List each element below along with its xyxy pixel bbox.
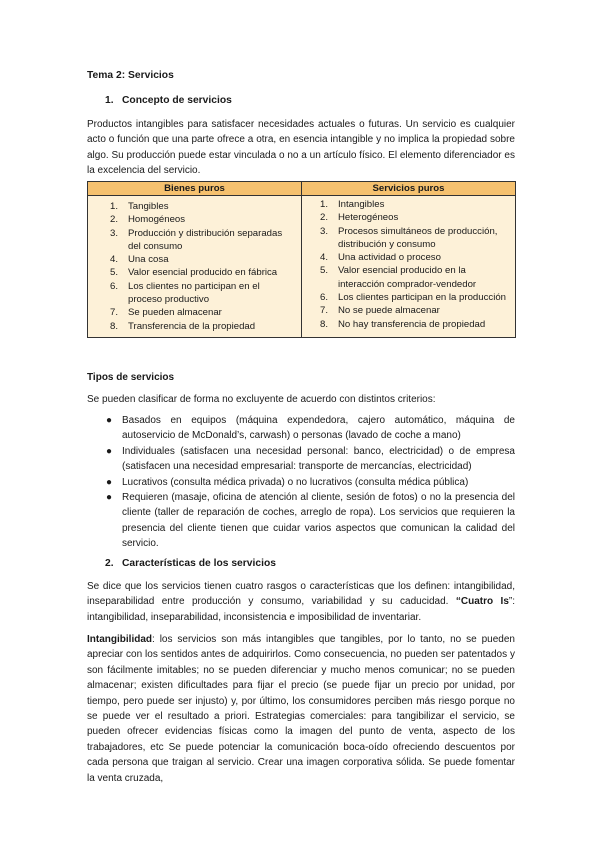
item-number: 8. [320, 318, 329, 330]
page-title: Tema 2: Servicios [87, 70, 174, 81]
item-text: Valor esencial producido en la interacción comprador-vendedor [338, 265, 477, 290]
table-header-goods: Bienes puros [88, 182, 302, 196]
item-text: Homogéneos [128, 214, 186, 226]
goods-list-item [110, 280, 295, 307]
item-number: 3. [110, 227, 119, 239]
goods-column [88, 196, 302, 338]
criteria-list-item [87, 444, 515, 475]
criteria-list-item [87, 490, 515, 552]
goods-list-item [110, 320, 295, 333]
item-text: Transferencia de la propiedad [128, 320, 256, 332]
item-text: No se puede almacenar [338, 305, 440, 317]
bullet-icon: ● [106, 445, 113, 457]
section-title: Concepto de servicios [122, 95, 232, 106]
goods-list-item [110, 253, 295, 266]
section-heading-characteristics [105, 558, 276, 569]
services-list-item [320, 211, 509, 224]
bullet-icon: ● [106, 415, 113, 426]
section-number: 2. [105, 558, 114, 569]
item-number: 2. [320, 212, 329, 224]
services-list-item [320, 318, 509, 331]
four-is-term: “Cuatro Is [455, 596, 509, 608]
item-number: 5. [110, 267, 119, 279]
intangibility-term: Intangibilidad [87, 634, 152, 645]
goods-list-item [110, 227, 295, 254]
item-text: Los clientes participan en la producción [338, 292, 506, 304]
item-number: 6. [320, 292, 329, 304]
item-text: No hay transferencia de propiedad [338, 318, 486, 330]
item-number: 1. [320, 199, 329, 210]
criteria-text: Lucrativos (consulta médica privada) o no lucrativos (consulta médica pública) [122, 476, 469, 488]
item-number: 2. [110, 214, 119, 226]
item-number: 4. [320, 252, 329, 264]
goods-vs-services-table [87, 181, 516, 338]
item-number: 4. [110, 254, 119, 266]
item-text: Tangibles [128, 201, 169, 212]
item-text: Intangibles [338, 199, 385, 210]
table-header-services: Servicios puros [302, 182, 516, 196]
criteria-list-item [87, 413, 515, 444]
item-text: Una actividad o proceso [338, 252, 441, 264]
item-text: Los clientes no participan en el proceso productivo [128, 280, 260, 306]
types-lead: Se pueden clasificar de forma no excluyente de acuerdo con distintos criterios: [87, 394, 436, 405]
item-number: 1. [110, 201, 119, 212]
goods-list-item [110, 213, 295, 226]
characteristics-text-end: ”: intangibilidad, inseparabilidad, inconsistencia e imposibilidad de inventariar. [87, 596, 515, 623]
item-number: 7. [110, 307, 119, 319]
section-number: 1. [105, 95, 114, 106]
intro-paragraph: Productos intangibles para satisfacer necesidades actuales o futuras. Un servicio es cualquier acto o función que una parte ofrece a otra, en esencia intangible y no implica la propiedad sobre algo. Su producción puede estar vinculada o no a un artículo físico. El elemento diferenciador es la excelencia del servicio. [87, 119, 515, 177]
item-text: Valor esencial producido en fábrica [128, 267, 278, 279]
section-title: Características de los servicios [122, 558, 276, 569]
services-list-item [320, 291, 509, 304]
goods-list-item [110, 200, 295, 213]
bullet-icon: ● [106, 476, 113, 488]
criteria-list-item [87, 475, 515, 490]
intangibility-paragraph [87, 632, 515, 786]
item-text: Una cosa [128, 254, 169, 266]
item-text: Producción y distribución separadas del consumo [128, 227, 283, 252]
criteria-text: Requieren (masaje, oficina de atención al cliente, sesión de fotos) o no la presencia del cliente (taller de reparación de coches, arreglo de ropa). Los servicios que requieren la presencia del cliente tienen que cuidar varios aspectos que comunican la calidad del servicio. [122, 492, 515, 550]
item-number: 5. [320, 265, 329, 277]
services-list-item [320, 198, 509, 211]
services-list-item [320, 264, 509, 291]
services-list-item [320, 225, 509, 252]
item-number: 8. [110, 320, 119, 332]
types-heading: Tipos de servicios [87, 372, 175, 383]
item-text: Procesos simultáneos de producción, distribución y consumo [338, 225, 498, 250]
services-column [302, 196, 516, 338]
criteria-text: Individuales (satisfacen una necesidad personal: banco, electricidad) o de empresa (satisfacen una necesidad empresarial: transporte de mercancías, electricidad) [122, 445, 515, 473]
section-heading-concept [105, 95, 232, 106]
item-number: 6. [110, 280, 119, 292]
goods-list-item [110, 306, 295, 319]
criteria-text: Basados en equipos (máquina expendedora, cajero automático, máquina de autoservicio de McDonald’s, carwash) o personas (lavado de coche a mano) [122, 415, 515, 442]
item-number: 3. [320, 225, 329, 237]
item-text: Heterogéneos [338, 212, 399, 224]
item-text: Se pueden almacenar [128, 307, 222, 319]
goods-list-item [110, 266, 295, 279]
item-number: 7. [320, 305, 329, 317]
criteria-list [87, 413, 515, 552]
services-list-item [320, 304, 509, 317]
characteristics-text: Se dice que los servicios tienen cuatro rasgos o características que los definen: intangibilidad, inseparabilidad entre producción y consumo, variabilidad y su caducidad. [87, 581, 515, 608]
services-list [302, 196, 515, 333]
services-list-item [320, 251, 509, 264]
goods-list [88, 196, 301, 337]
intangibility-text: : los servicios son más intangibles que tangibles, por lo tanto, no se pueden apreciar con los sentidos antes de adquirirlos. Como consecuencia, no pueden ser patentados y son fácilmente imitables; no se pueden diferenciar y mucho menos comunicar; no se pueden almacenar; existen dificultades para fijar el precio (se puede fijar un precio por unidad, por tiempo, pero puede ser injusto) y, por último, los consumidores perciben más riesgo porque no se puede ver el resultado a priori. Estrategias comerciales: para tangibilizar el servicio, se pueden ofrecer evidencias físicas como la imagen del punto de venta, aspecto de los trabajadores, etc Se puede potenciar la comunicación boca-oído ofreciendo descuentos por cada persona que traigan al servicio. Crear una imagen corporativa sólida. Se puede fomentar la venta cruzada, [87, 634, 515, 784]
bullet-icon: ● [106, 492, 113, 504]
characteristics-paragraph [87, 579, 515, 625]
